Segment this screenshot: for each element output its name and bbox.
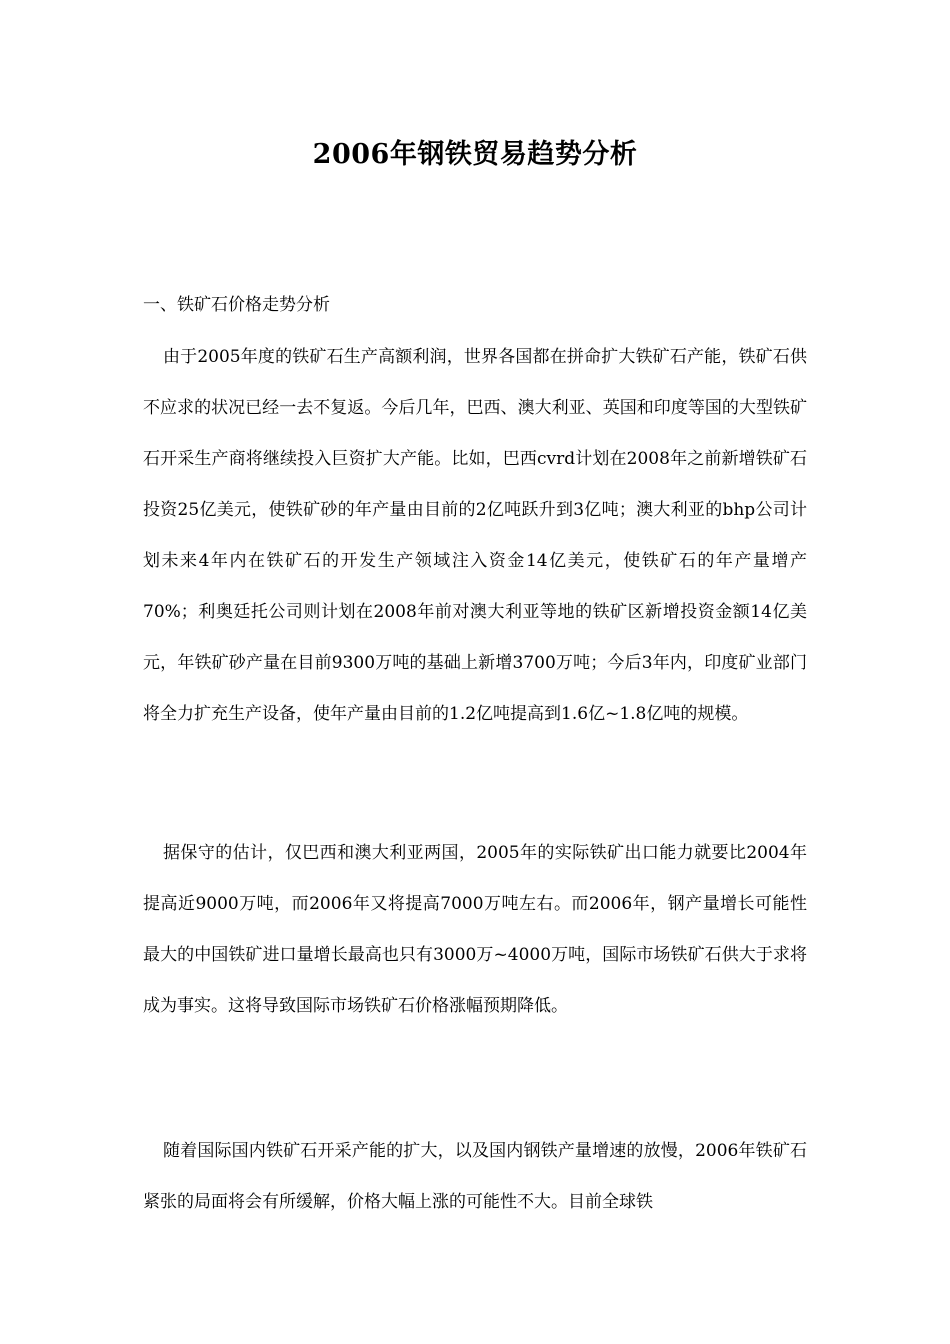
paragraph: 随着国际国内铁矿石开采产能的扩大，以及国内钢铁产量增速的放慢，2006年铁矿石紧张的局面将会有所缓解，价格大幅上涨的可能性不大。目前全球铁 bbox=[143, 1141, 807, 1212]
paragraph: 由于2005年度的铁矿石生产高额利润，世界各国都在拼命扩大铁矿石产能，铁矿石供不应求的状况已经一去不复返。今后几年，巴西、澳大利亚、英国和印度等国的大型铁矿石开采生产商将继续投入巨资扩大产能。比如，巴西cvrd计划在2008年之前新增铁矿石投资25亿美元，使铁矿砂的年产量由目前的2亿吨跃升到3亿吨；澳大利亚的bhp公司计划未来4年内在铁矿石的开发生产领域注入资金14亿美元，使铁矿石的年产量增产70%；利奥廷托公司则计划在2008年前对澳大利亚等地的铁矿区新增投资金额14亿美元，年铁矿砂产量在目前9300万吨的基础上新增3700万吨；今后3年内，印度矿业部门将全力扩充生产设备，使年产量由目前的1.2亿吨提高到1.6亿~1.8亿吨的规模。 bbox=[143, 347, 807, 724]
paragraph: 据保守的估计，仅巴西和澳大利亚两国，2005年的实际铁矿出口能力就要比2004年提高近9000万吨，而2006年又将提高7000万吨左右。而2006年，钢产量增长可能性最大的中国铁矿进口量增长最高也只有3000万~4000万吨，国际市场铁矿石供大于求将成为事实。这将导致国际市场铁矿石价格涨幅预期降低。 bbox=[143, 843, 807, 1016]
section-heading: 一、铁矿石价格走势分析 bbox=[143, 295, 330, 315]
document-title: 2006年钢铁贸易趋势分析 bbox=[312, 139, 638, 170]
